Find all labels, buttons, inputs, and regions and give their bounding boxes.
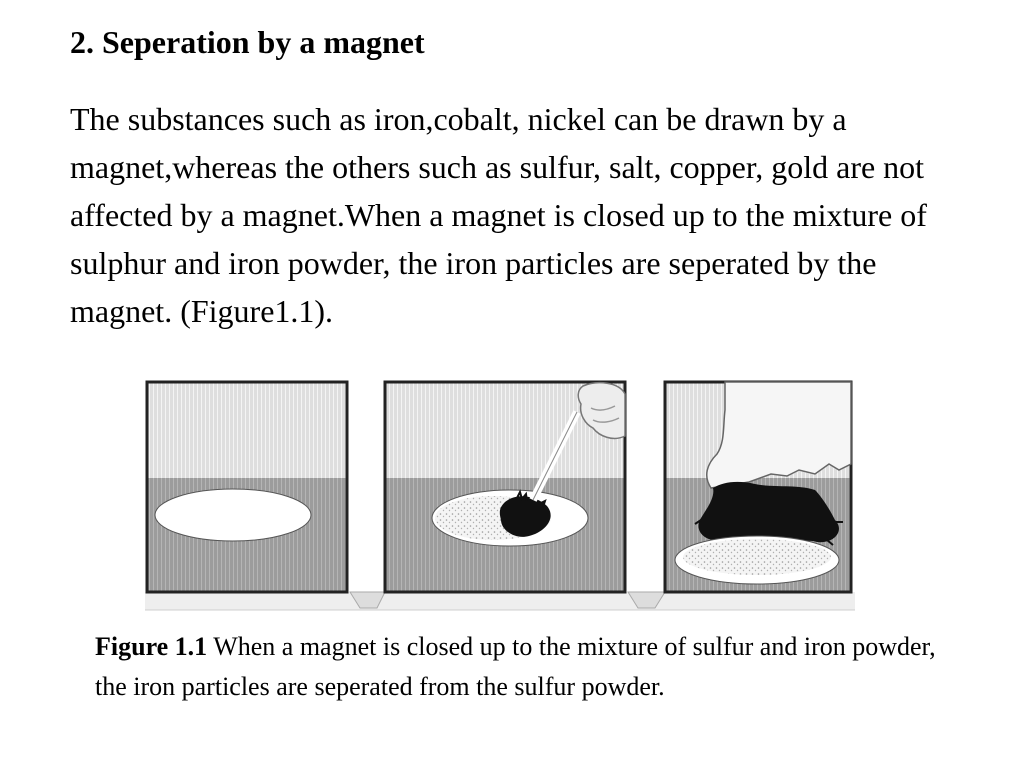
- slide-heading: 2. Seperation by a magnet: [70, 24, 425, 60]
- figure-caption: [95, 627, 955, 707]
- body-paragraph: The substances such as iron,cobalt, nickel can be drawn by a magnet,whereas the others such as sulfur, salt, copper, gold are not affected by a magnet.When a magnet is closed up to the mixture of sulphur and iron powder, the iron particles are seperated by the magnet. (Figure1.1).: [70, 101, 927, 329]
- figure-caption-label: Figure 1.1: [95, 632, 208, 661]
- panel-magnet-near-mixture: [385, 382, 625, 592]
- panel-magnet-lifting-iron: [665, 382, 851, 592]
- figure-caption-text: When a magnet is closed up to the mixture of sulfur and iron powder, the iron particles are seperated from the sulfur powder.: [95, 632, 936, 701]
- panel-plate-only: [147, 382, 347, 592]
- figure-1-1-illustration: [145, 380, 855, 612]
